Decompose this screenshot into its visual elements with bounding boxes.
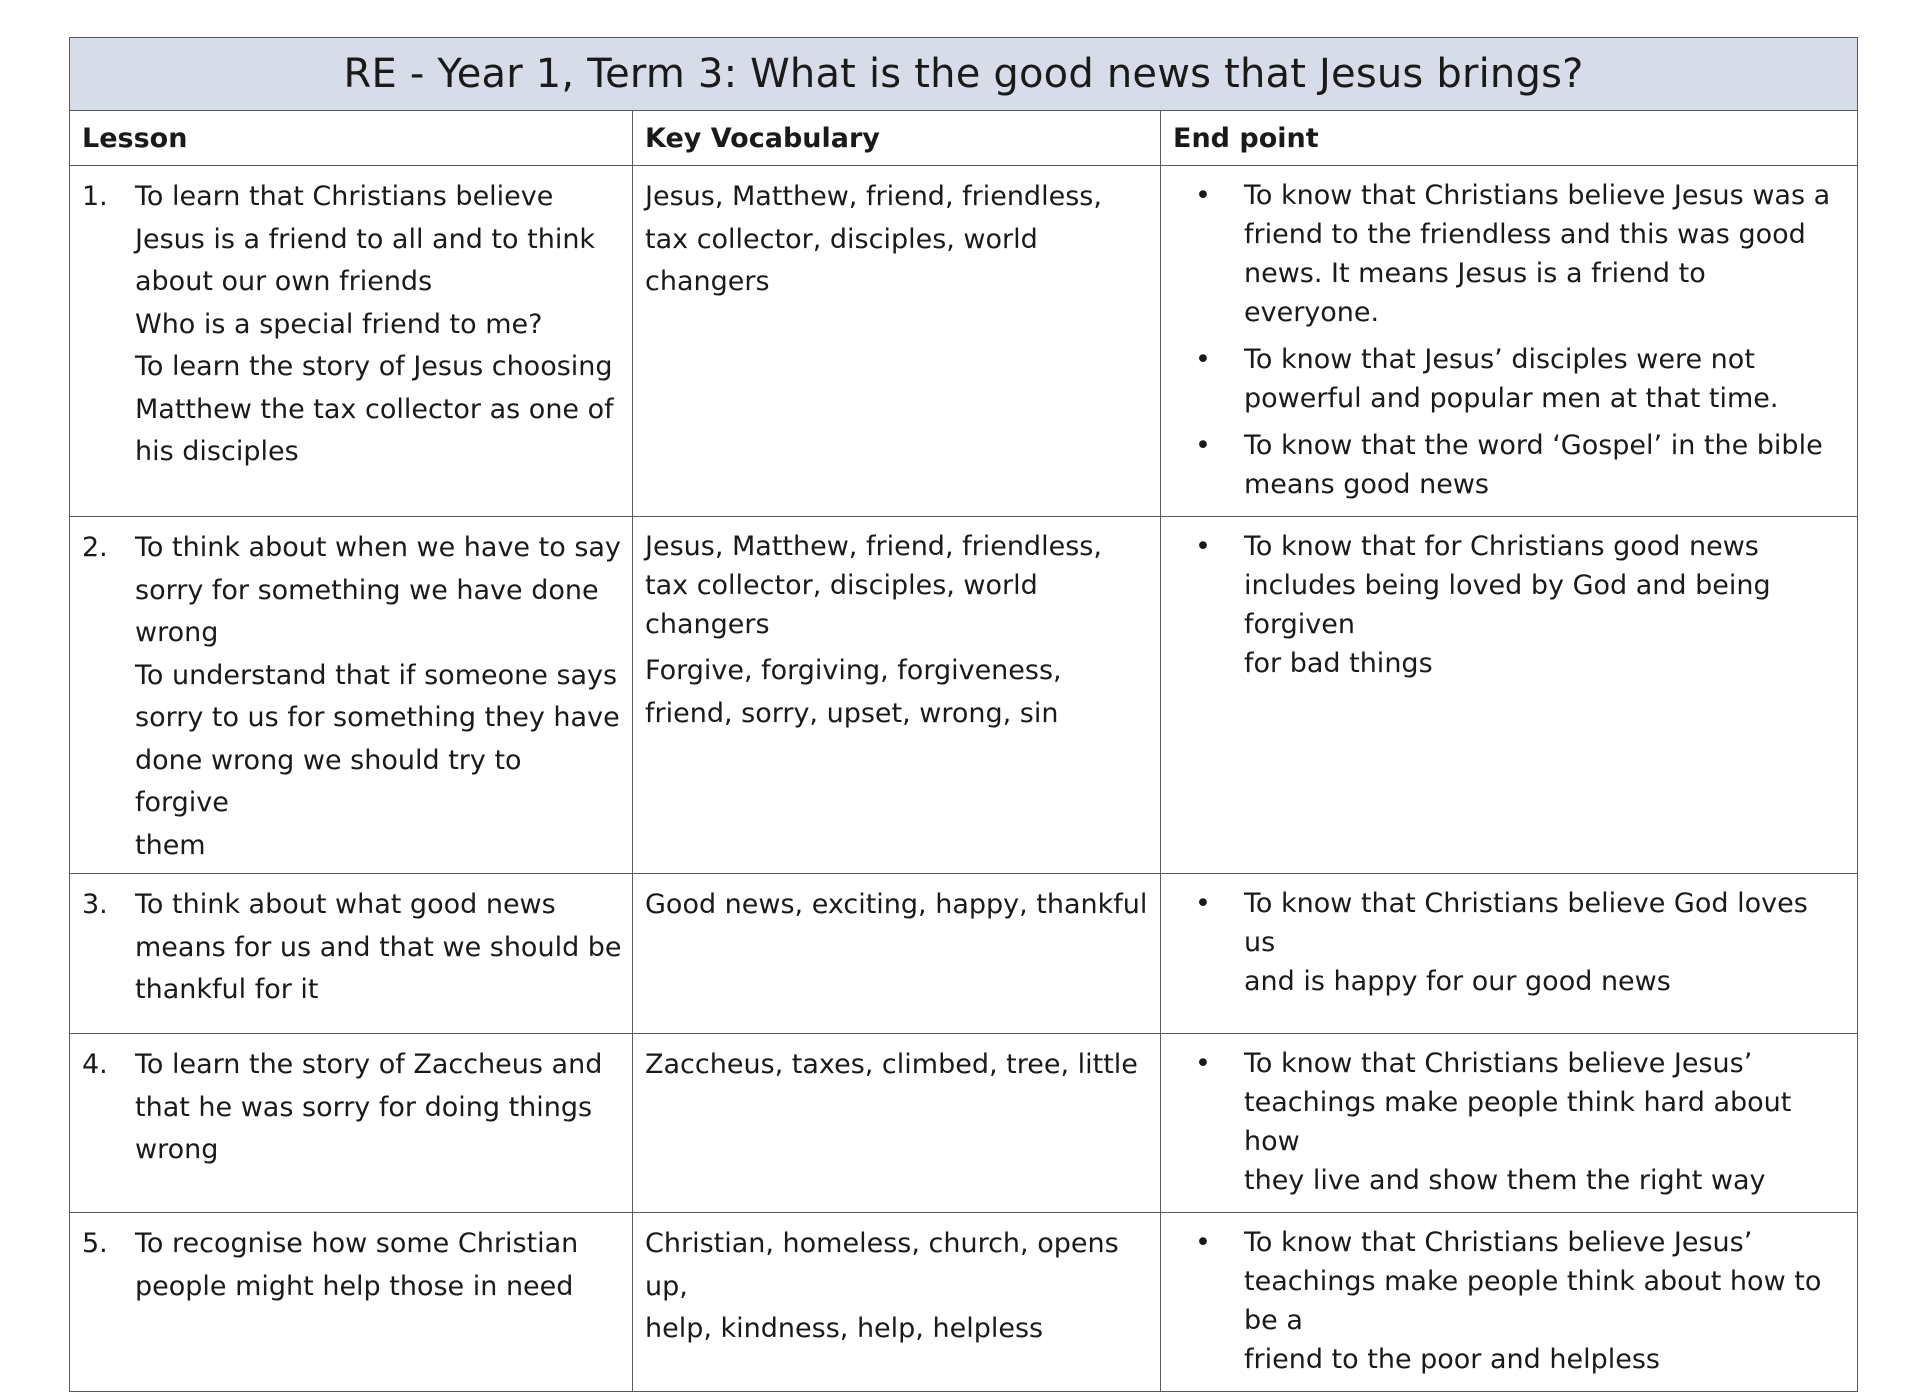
lesson-text-line: people might help those in need (135, 1270, 574, 1302)
lesson-text-line: done wrong we should try to forgive (135, 744, 522, 818)
end-point-cell (1161, 1213, 1858, 1392)
end-point-line: • To know that Christians believe Jesus was a (1244, 180, 1831, 211)
vocabulary-group (645, 527, 1150, 644)
end-point-list (1173, 1044, 1845, 1200)
end-point-list (1173, 884, 1845, 1001)
vocabulary-group (645, 650, 1150, 735)
end-point-line: • To know that for Christians good news (1244, 531, 1759, 562)
end-point-item (1173, 426, 1845, 504)
end-point-line: means good news (1244, 469, 1489, 500)
lesson-table (69, 37, 1858, 1392)
end-point-line: • To know that Christians believe Jesus’ (1244, 1048, 1753, 1079)
vocabulary-line: tax collector, disciples, world (645, 223, 1038, 255)
end-point-line: for bad things (1244, 648, 1433, 679)
end-point-list (1173, 176, 1845, 504)
end-point-list (1173, 1223, 1845, 1379)
vocabulary-line: Zaccheus, taxes, climbed, tree, little (645, 1049, 1138, 1080)
vocabulary-line: Jesus, Matthew, friend, friendless, (645, 531, 1102, 562)
lesson-cell (70, 1213, 633, 1392)
lesson-text-line: means for us and that we should be (135, 931, 622, 963)
vocabulary-cell (633, 517, 1161, 874)
lesson-text-line: his disciples (135, 436, 299, 467)
table-row (70, 166, 1858, 517)
end-point-cell (1161, 874, 1858, 1034)
lesson-text-line: sorry to us for something they have (135, 702, 620, 733)
lesson-text-line: them (135, 829, 206, 861)
vocabulary-group (645, 176, 1150, 304)
lesson-text-line: Jesus is a friend to all and to think (135, 223, 596, 255)
vocabulary-line: Good news, exciting, happy, thankful (645, 889, 1148, 920)
vocabulary-line: Jesus, Matthew, friend, friendless, (645, 181, 1102, 212)
end-point-line: • To know that Jesus’ disciples were not (1244, 344, 1755, 375)
lesson-text-line: sorry for something we have done (135, 574, 599, 606)
table-row (70, 1034, 1858, 1213)
lesson-cell (70, 517, 633, 874)
vocabulary-line: changers (645, 609, 770, 640)
vocabulary-cell (633, 1213, 1161, 1392)
vocabulary-group (645, 1223, 1150, 1351)
lesson-text-line: wrong (135, 617, 219, 648)
header-key-vocabulary: Key Vocabulary (633, 111, 1161, 166)
end-point-cell (1161, 1034, 1858, 1213)
lesson-text-line: To learn the story of Zaccheus and (135, 1049, 603, 1080)
vocabulary-line: Christian, homeless, church, opens up, (645, 1228, 1119, 1302)
lesson-text-line: To recognise how some Christian (135, 1228, 579, 1259)
end-point-item (1173, 340, 1845, 418)
end-point-item (1173, 884, 1845, 1001)
end-point-item (1173, 176, 1845, 332)
vocabulary-line: friend, sorry, upset, wrong, sin (645, 697, 1059, 729)
end-point-cell (1161, 517, 1858, 874)
lesson-number: 4. (82, 1049, 108, 1080)
page-title: RE - Year 1, Term 3: What is the good news that Jesus brings? (70, 38, 1858, 111)
vocabulary-line: changers (645, 266, 770, 297)
header-end-point: End point (1161, 111, 1858, 166)
end-point-line: teachings make people think about how to be a (1244, 1266, 1822, 1336)
lesson-number: 1. (82, 181, 108, 212)
end-point-line: • To know that Christians believe God loves us (1244, 888, 1808, 958)
end-point-line: • To know that the word ‘Gospel’ in the bible (1244, 430, 1823, 461)
lesson-text-line: To think about what good news (135, 889, 556, 920)
table-row (70, 1213, 1858, 1392)
end-point-line: teachings make people think hard about how (1244, 1087, 1792, 1157)
table-body (70, 166, 1858, 1392)
end-point-line: they live and show them the right way (1244, 1165, 1766, 1196)
vocabulary-group (645, 1044, 1150, 1087)
end-point-item (1173, 1223, 1845, 1379)
lesson-text-line: that he was sorry for doing things (135, 1091, 593, 1123)
vocabulary-cell (633, 166, 1161, 517)
header-lesson: Lesson (70, 111, 633, 166)
vocabulary-cell (633, 874, 1161, 1034)
end-point-line: friend to the friendless and this was good (1244, 219, 1806, 250)
end-point-line: and is happy for our good news (1244, 966, 1671, 997)
end-point-list (1173, 527, 1845, 683)
lesson-text-line: To think about when we have to say (135, 532, 621, 563)
vocabulary-line: Forgive, forgiving, forgiveness, (645, 655, 1062, 686)
lesson-text-line: wrong (135, 1134, 219, 1165)
lesson-number: 2. (82, 532, 108, 563)
lesson-text-line: To learn that Christians believe (135, 181, 554, 212)
lesson-number: 5. (82, 1228, 108, 1259)
lesson-text-line: Matthew the tax collector as one of (135, 393, 614, 425)
table-row (70, 874, 1858, 1034)
lesson-cell (70, 166, 633, 517)
lesson-cell (70, 1034, 633, 1213)
end-point-line: friend to the poor and helpless (1244, 1344, 1660, 1375)
curriculum-sheet (69, 37, 1858, 1392)
end-point-item (1173, 1044, 1845, 1200)
vocabulary-line: tax collector, disciples, world (645, 570, 1038, 601)
vocabulary-cell (633, 1034, 1161, 1213)
table-row (70, 517, 1858, 874)
lesson-text-line: To learn the story of Jesus choosing (135, 351, 613, 382)
vocabulary-line: help, kindness, help, helpless (645, 1313, 1044, 1344)
end-point-line: powerful and popular men at that time. (1244, 383, 1779, 414)
lesson-cell (70, 874, 633, 1034)
lesson-text-line: about our own friends (135, 266, 433, 297)
end-point-line: news. It means Jesus is a friend to everyone. (1244, 258, 1706, 328)
lesson-text-line: thankful for it (135, 974, 319, 1005)
end-point-cell (1161, 166, 1858, 517)
vocabulary-group (645, 884, 1150, 927)
lesson-text-line: To understand that if someone says (135, 659, 618, 691)
end-point-item (1173, 527, 1845, 683)
end-point-line: includes being loved by God and being forgiven (1244, 570, 1771, 640)
end-point-line: • To know that Christians believe Jesus’ (1244, 1227, 1753, 1258)
lesson-text-line: Who is a special friend to me? (135, 308, 543, 340)
lesson-number: 3. (82, 889, 108, 920)
